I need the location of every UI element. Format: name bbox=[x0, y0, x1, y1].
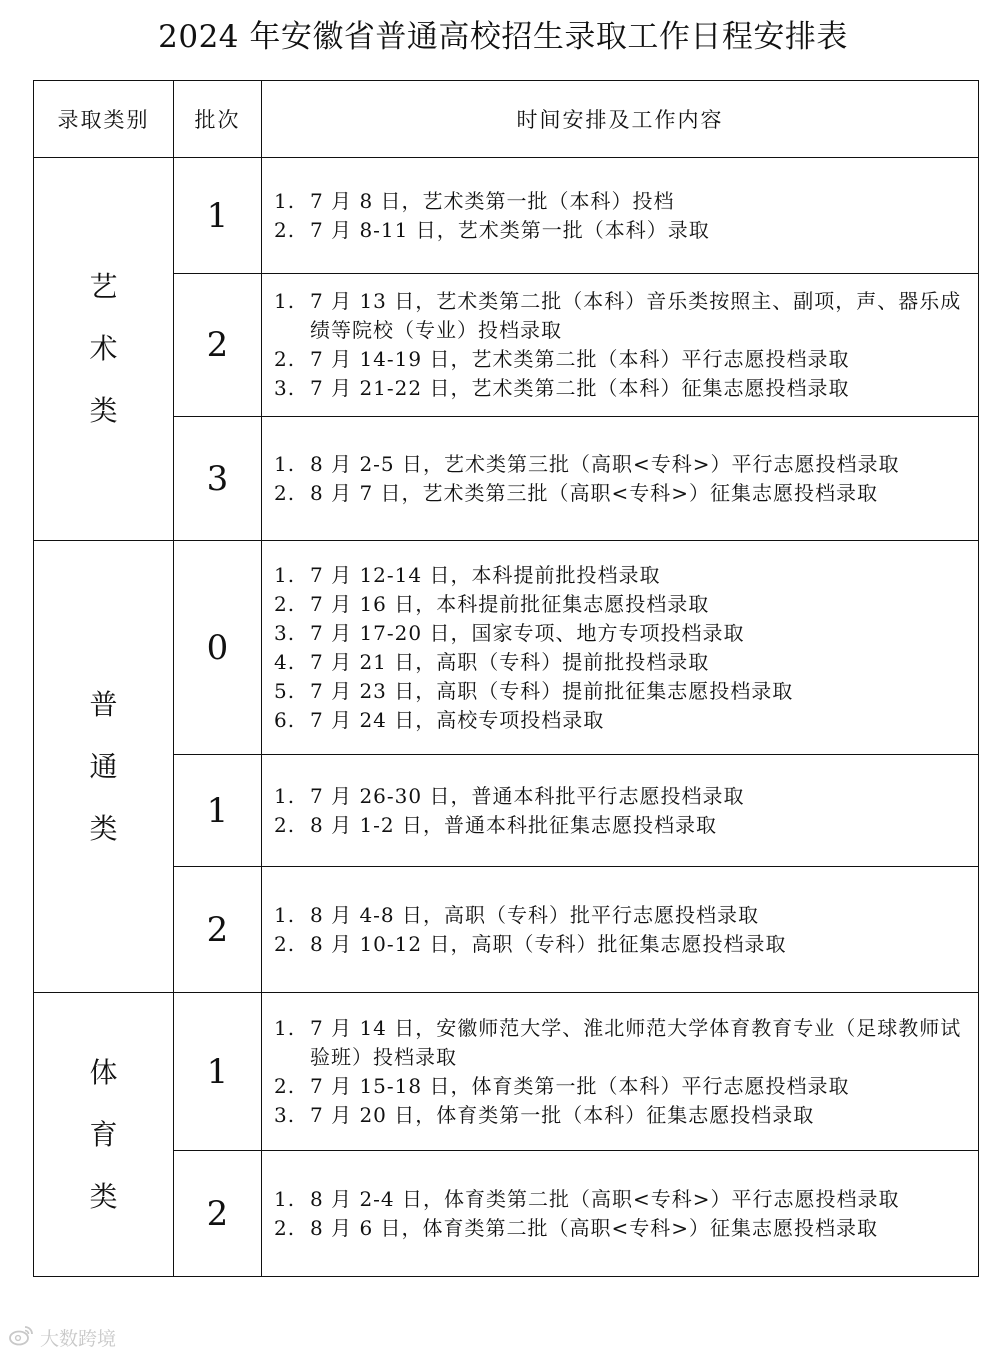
item-text: 7 月 16 日，本科提前批征集志愿投档录取 bbox=[310, 591, 710, 616]
item-number: 1. bbox=[274, 1015, 296, 1040]
batch-cell: 0 bbox=[174, 541, 262, 755]
item-number: 1. bbox=[274, 188, 296, 213]
item-text: 7 月 26-30 日，普通本科批平行志愿投档录取 bbox=[310, 783, 745, 808]
table-row bbox=[34, 1151, 979, 1277]
schedule-list bbox=[274, 1185, 974, 1243]
schedule-list bbox=[274, 450, 974, 508]
list-item bbox=[274, 930, 974, 959]
category-label: 体育类 bbox=[89, 1055, 118, 1213]
item-number: 1. bbox=[274, 562, 296, 587]
list-item bbox=[274, 1214, 974, 1243]
content-cell bbox=[262, 1151, 979, 1277]
category-label: 普通类 bbox=[89, 687, 118, 845]
item-text: 8 月 4-8 日，高职（专科）批平行志愿投档录取 bbox=[310, 902, 760, 927]
item-text: 7 月 21-22 日，艺术类第二批（本科）征集志愿投档录取 bbox=[310, 376, 850, 400]
item-text: 7 月 23 日，高职（专科）提前批征集志愿投档录取 bbox=[310, 678, 794, 703]
watermark-text: 大数跨境 bbox=[40, 1327, 117, 1350]
item-number: 3. bbox=[274, 620, 296, 645]
category-cell bbox=[34, 158, 174, 541]
schedule-list bbox=[274, 287, 974, 403]
list-item bbox=[274, 811, 974, 840]
batch-cell: 1 bbox=[174, 158, 262, 274]
item-text: 7 月 24 日，高校专项投档录取 bbox=[310, 707, 605, 732]
schedule-list bbox=[274, 1014, 974, 1130]
list-item bbox=[274, 479, 974, 508]
list-item bbox=[274, 590, 974, 619]
header-category: 录取类别 bbox=[34, 81, 174, 158]
table-row bbox=[34, 541, 979, 755]
list-item bbox=[274, 1014, 974, 1072]
category-label: 艺术类 bbox=[89, 270, 118, 427]
page-title: 2024 年安徽省普通高校招生录取工作日程安排表 bbox=[158, 19, 848, 55]
list-item bbox=[274, 345, 974, 374]
item-number: 1. bbox=[274, 902, 296, 927]
batch-cell: 1 bbox=[174, 993, 262, 1151]
content-cell bbox=[262, 755, 979, 867]
list-item bbox=[274, 706, 974, 735]
table-row bbox=[34, 867, 979, 993]
table-row bbox=[34, 158, 979, 274]
item-number: 2. bbox=[274, 347, 296, 371]
item-number: 5. bbox=[274, 678, 296, 703]
schedule-list bbox=[274, 901, 974, 959]
content-cell bbox=[262, 993, 979, 1151]
item-text: 7 月 12-14 日，本科提前批投档录取 bbox=[310, 562, 661, 587]
item-number: 2. bbox=[274, 1215, 296, 1240]
batch-cell: 3 bbox=[174, 417, 262, 541]
list-item bbox=[274, 677, 974, 706]
table-row bbox=[34, 274, 979, 417]
list-item bbox=[274, 216, 974, 245]
item-number: 2. bbox=[274, 1073, 296, 1098]
schedule-table bbox=[33, 80, 979, 1277]
item-number: 1. bbox=[274, 289, 296, 313]
item-number: 1. bbox=[274, 451, 296, 476]
item-number: 2. bbox=[274, 931, 296, 956]
item-text: 7 月 8 日，艺术类第一批（本科）投档 bbox=[310, 188, 675, 213]
item-number: 4. bbox=[274, 649, 296, 674]
schedule-list bbox=[274, 782, 974, 840]
header-content: 时间安排及工作内容 bbox=[262, 81, 979, 158]
item-text: 7 月 14-19 日，艺术类第二批（本科）平行志愿投档录取 bbox=[310, 347, 850, 371]
list-item bbox=[274, 374, 974, 403]
item-text: 8 月 2-4 日，体育类第二批（高职<专科>）平行志愿投档录取 bbox=[310, 1186, 900, 1211]
item-number: 6. bbox=[274, 707, 296, 732]
table-row bbox=[34, 417, 979, 541]
item-text: 7 月 8-11 日，艺术类第一批（本科）录取 bbox=[310, 217, 710, 242]
batch-cell: 2 bbox=[174, 867, 262, 993]
batch-cell: 2 bbox=[174, 1151, 262, 1277]
list-item bbox=[274, 901, 974, 930]
item-text: 8 月 6 日，体育类第二批（高职<专科>）征集志愿投档录取 bbox=[310, 1215, 879, 1240]
content-cell bbox=[262, 541, 979, 755]
table-row bbox=[34, 993, 979, 1151]
item-text: 7 月 15-18 日，体育类第一批（本科）平行志愿投档录取 bbox=[310, 1073, 850, 1098]
weibo-icon bbox=[8, 1324, 34, 1351]
item-number: 2. bbox=[274, 591, 296, 616]
item-number: 2. bbox=[274, 480, 296, 505]
schedule-body bbox=[34, 158, 979, 1277]
batch-cell: 2 bbox=[174, 274, 262, 417]
list-item bbox=[274, 782, 974, 811]
batch-cell: 1 bbox=[174, 755, 262, 867]
list-item bbox=[274, 619, 974, 648]
content-cell bbox=[262, 867, 979, 993]
item-text: 8 月 10-12 日，高职（专科）批征集志愿投档录取 bbox=[310, 931, 787, 956]
table-row bbox=[34, 755, 979, 867]
category-cell bbox=[34, 541, 174, 993]
list-item bbox=[274, 287, 974, 345]
list-item bbox=[274, 1101, 974, 1130]
watermark bbox=[8, 1322, 116, 1352]
list-item bbox=[274, 561, 974, 590]
item-text: 8 月 7 日，艺术类第三批（高职<专科>）征集志愿投档录取 bbox=[310, 480, 879, 505]
list-item bbox=[274, 1185, 974, 1214]
content-cell bbox=[262, 274, 979, 417]
item-text: 7 月 17-20 日，国家专项、地方专项投档录取 bbox=[310, 620, 745, 645]
item-text: 7 月 21 日，高职（专科）提前批投档录取 bbox=[310, 649, 710, 674]
item-number: 3. bbox=[274, 376, 296, 400]
item-number: 2. bbox=[274, 812, 296, 837]
item-text: 7 月 20 日，体育类第一批（本科）征集志愿投档录取 bbox=[310, 1102, 815, 1127]
list-item bbox=[274, 648, 974, 677]
header-batch: 批次 bbox=[174, 81, 262, 158]
item-number: 1. bbox=[274, 783, 296, 808]
category-cell bbox=[34, 993, 174, 1277]
item-text: 7 月 14 日，安徽师范大学、淮北师范大学体育教育专业（足球教师试验班）投档录取 bbox=[310, 1015, 962, 1069]
list-item bbox=[274, 187, 974, 216]
item-text: 8 月 1-2 日，普通本科批征集志愿投档录取 bbox=[310, 812, 718, 837]
content-cell bbox=[262, 158, 979, 274]
list-item bbox=[274, 1072, 974, 1101]
list-item bbox=[274, 450, 974, 479]
content-cell bbox=[262, 417, 979, 541]
item-number: 3. bbox=[274, 1102, 296, 1127]
item-text: 8 月 2-5 日，艺术类第三批（高职<专科>）平行志愿投档录取 bbox=[310, 451, 900, 476]
header-row bbox=[34, 81, 979, 158]
schedule-list bbox=[274, 187, 974, 245]
item-number: 1. bbox=[274, 1186, 296, 1211]
item-text: 7 月 13 日，艺术类第二批（本科）音乐类按照主、副项，声、器乐成绩等院校（专业）投档录取 bbox=[310, 289, 962, 342]
schedule-list bbox=[274, 561, 974, 735]
item-number: 2. bbox=[274, 217, 296, 242]
